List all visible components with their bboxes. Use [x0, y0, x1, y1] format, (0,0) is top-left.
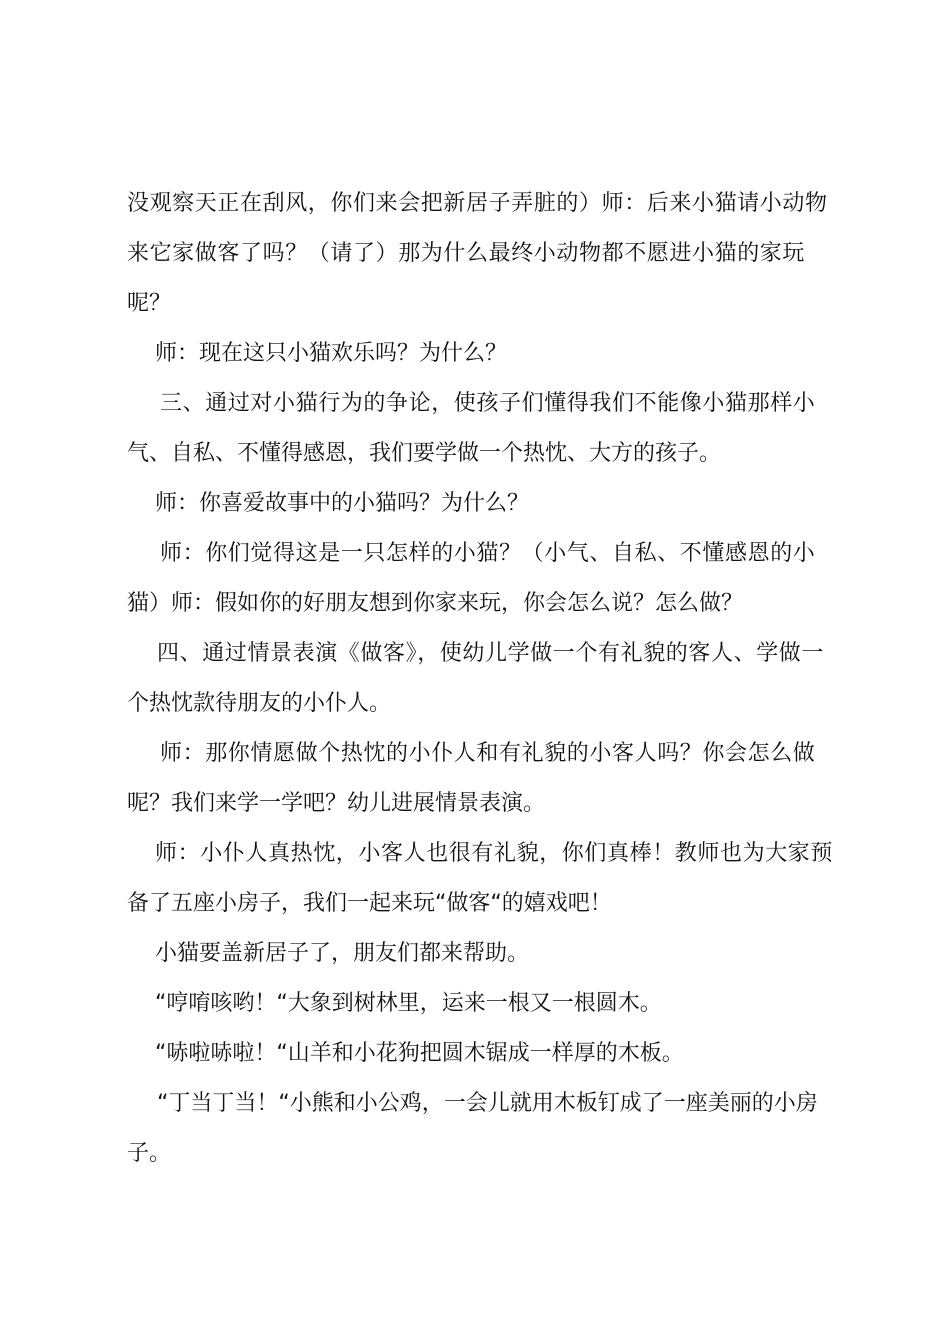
text-line: 呢？我们来学一学吧？幼儿进展情景表演。: [127, 791, 546, 816]
text-line: 气、自私、不懂得感恩，我们要学做一个热忱、大方的孩子。: [127, 441, 722, 466]
text-line: 师：现在这只小猫欢乐吗？为什么？: [155, 341, 508, 366]
text-line: 小猫要盖新居子了，朋友们都来帮助。: [155, 941, 530, 966]
text-line: 来它家做客了吗？（请了）那为什么最终小动物都不愿进小猫的家玩: [127, 241, 806, 266]
text-line: 没观察天正在刮风，你们来会把新居子弄脏的）师：后来小猫请小动物: [127, 191, 828, 216]
text-line: “丁当丁当！“小熊和小公鸡，一会儿就用木板钉成了一座美丽的小房: [157, 1091, 818, 1116]
text-line: 备了五座小房子，我们一起来玩“做客“的嬉戏吧！: [127, 891, 612, 916]
text-line: 师：那你情愿做个热忱的小仆人和有礼貌的小客人吗？你会怎么做: [160, 741, 816, 766]
text-line: “哧啦哧啦！“山羊和小花狗把圆木锯成一样厚的木板。: [155, 1041, 684, 1066]
text-line: 个热忱款待朋友的小仆人。: [127, 691, 392, 716]
text-line: 呢？: [127, 291, 172, 316]
text-line: 师：小仆人真热忱，小客人也很有礼貌，你们真棒！教师也为大家预: [155, 841, 834, 866]
section-heading: 四、通过情景表演《做客》，使幼儿学做一个有礼貌的客人、学做一: [157, 641, 825, 666]
text-line: 猫）师：假如你的好朋友想到你家来玩，你会怎么说？怎么做？: [127, 591, 744, 616]
section-heading: 三、通过对小猫行为的争论，使孩子们懂得我们不能像小猫那样小: [160, 391, 816, 416]
text-line: 师：你喜爱故事中的小猫吗？为什么？: [155, 491, 530, 516]
text-line: “哼唷咳哟！“大象到树林里，运来一根又一根圆木。: [155, 991, 662, 1016]
text-line: 子。: [127, 1141, 172, 1166]
text-line: 师：你们觉得这是一只怎样的小猫？（小气、自私、不懂感恩的小: [160, 541, 816, 566]
